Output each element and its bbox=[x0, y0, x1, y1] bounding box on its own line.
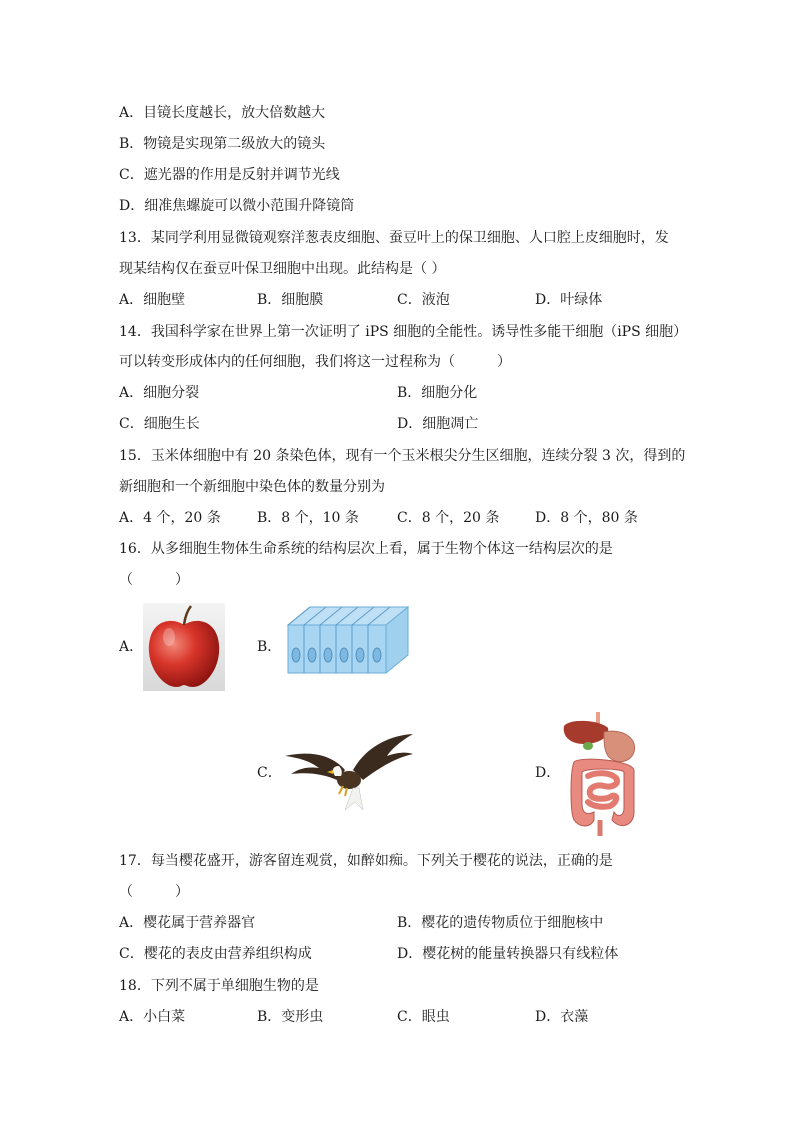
q18-option-b: B．变形虫 bbox=[257, 1009, 324, 1025]
q15-stem-line1: 15．玉米体细胞中有 20 条染色体，现有一个玉米根尖分生区细胞，连续分裂 3 次，得到的 bbox=[119, 448, 686, 464]
q17-option-c: C．樱花的表皮由营养组织构成 bbox=[119, 946, 312, 962]
q16-option-d-label: D． bbox=[535, 765, 561, 781]
q13-option-b: B．细胞膜 bbox=[257, 292, 324, 308]
q14-option-c: C．细胞生长 bbox=[119, 416, 200, 432]
q15-option-b: B．8 个，10 条 bbox=[257, 510, 359, 526]
q13-option-c: C．液泡 bbox=[397, 292, 450, 308]
q16-option-c-label: C． bbox=[257, 765, 282, 781]
digestive-system-image bbox=[560, 712, 644, 836]
q13-option-a: A．细胞壁 bbox=[119, 292, 186, 308]
q12-option-b: B．物镜是实现第二级放大的镜头 bbox=[119, 136, 326, 152]
q12-option-c: C．遮光器的作用是反射并调节光线 bbox=[119, 167, 340, 183]
q16-option-b-label: B． bbox=[257, 639, 282, 655]
q18-option-a: A．小白菜 bbox=[119, 1009, 186, 1025]
q17-option-b: B．樱花的遗传物质位于细胞核中 bbox=[397, 915, 604, 931]
q16-stem-line1: 16．从多细胞生物体生命系统的结构层次上看，属于生物个体这一结构层次的是 bbox=[119, 541, 613, 557]
q15-option-c: C．8 个，20 条 bbox=[397, 510, 500, 526]
q12-option-d: D．细准焦螺旋可以微小范围升降镜筒 bbox=[119, 198, 355, 214]
q15-stem-line2: 新细胞和一个新细胞中染色体的数量分别为 bbox=[119, 479, 385, 495]
eagle-image bbox=[283, 730, 415, 812]
q17-stem-line2: （ ） bbox=[119, 884, 189, 900]
q17-option-d: D．樱花树的能量转换器只有线粒体 bbox=[397, 946, 619, 962]
q18-option-d: D．衣藻 bbox=[535, 1009, 589, 1025]
q15-option-d: D．8 个，80 条 bbox=[535, 510, 638, 526]
q18-option-c: C．眼虫 bbox=[397, 1009, 450, 1025]
q12-option-a: A．目镜长度越长，放大倍数越大 bbox=[119, 105, 326, 121]
q14-stem-line2: 可以转变形成体内的任何细胞，我们将这一过程称为（ ） bbox=[119, 354, 511, 370]
q13-stem-line2: 现某结构仅在蚕豆叶保卫细胞中出现。此结构是（ ） bbox=[119, 261, 446, 277]
q14-option-a: A．细胞分裂 bbox=[119, 385, 200, 401]
q18-stem: 18．下列不属于单细胞生物的是 bbox=[119, 978, 319, 994]
apple-image bbox=[143, 603, 225, 691]
tissue-block-image bbox=[284, 603, 412, 677]
q14-option-d: D．细胞凋亡 bbox=[397, 416, 479, 432]
q15-option-a: A．4 个，20 条 bbox=[119, 510, 221, 526]
q16-option-a-label: A． bbox=[119, 639, 144, 655]
q14-option-b: B．细胞分化 bbox=[397, 385, 478, 401]
q13-option-d: D．叶绿体 bbox=[535, 292, 603, 308]
q17-option-a: A．樱花属于营养器官 bbox=[119, 915, 256, 931]
q16-stem-line2: （ ） bbox=[119, 572, 189, 588]
q17-stem-line1: 17．每当樱花盛开，游客留连观赏，如醉如痴。下列关于樱花的说法，正确的是 bbox=[119, 853, 613, 869]
q13-stem-line1: 13．某同学利用显微镜观察洋葱表皮细胞、蚕豆叶上的保卫细胞、人口腔上皮细胞时，发 bbox=[119, 230, 669, 246]
q14-stem-line1: 14．我国科学家在世界上第一次证明了 iPS 细胞的全能性。诱导性多能干细胞（iPS 细胞） bbox=[119, 324, 688, 340]
